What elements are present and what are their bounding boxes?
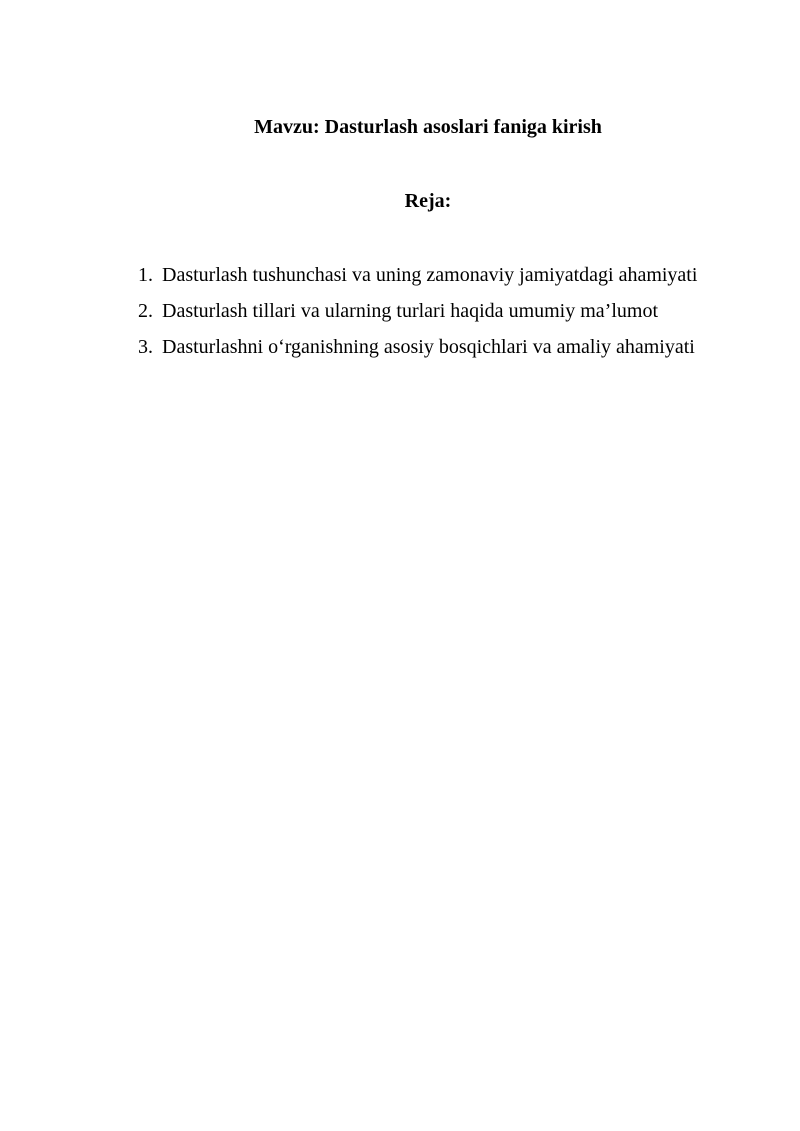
plan-item-text: Dasturlashni o‘rganishning asosiy bosqichlari va amaliy ahamiyati xyxy=(162,336,695,358)
plan-item-number: 1. xyxy=(138,264,153,286)
plan-item-2 xyxy=(138,298,697,334)
plan-item-text: Dasturlash tillari va ularning turlari haqida umumiy ma’lumot xyxy=(162,300,658,322)
plan-heading: Reja: xyxy=(404,190,452,212)
plan-item-1 xyxy=(138,262,697,298)
document-title: Mavzu: Dasturlash asoslari faniga kirish xyxy=(254,116,602,138)
plan-list xyxy=(138,262,697,370)
plan-item-number: 3. xyxy=(138,336,153,358)
plan-item-text: Dasturlash tushunchasi va uning zamonaviy jamiyatdagi ahamiyati xyxy=(162,264,698,286)
plan-item-3 xyxy=(138,334,697,370)
plan-item-number: 2. xyxy=(138,300,153,322)
